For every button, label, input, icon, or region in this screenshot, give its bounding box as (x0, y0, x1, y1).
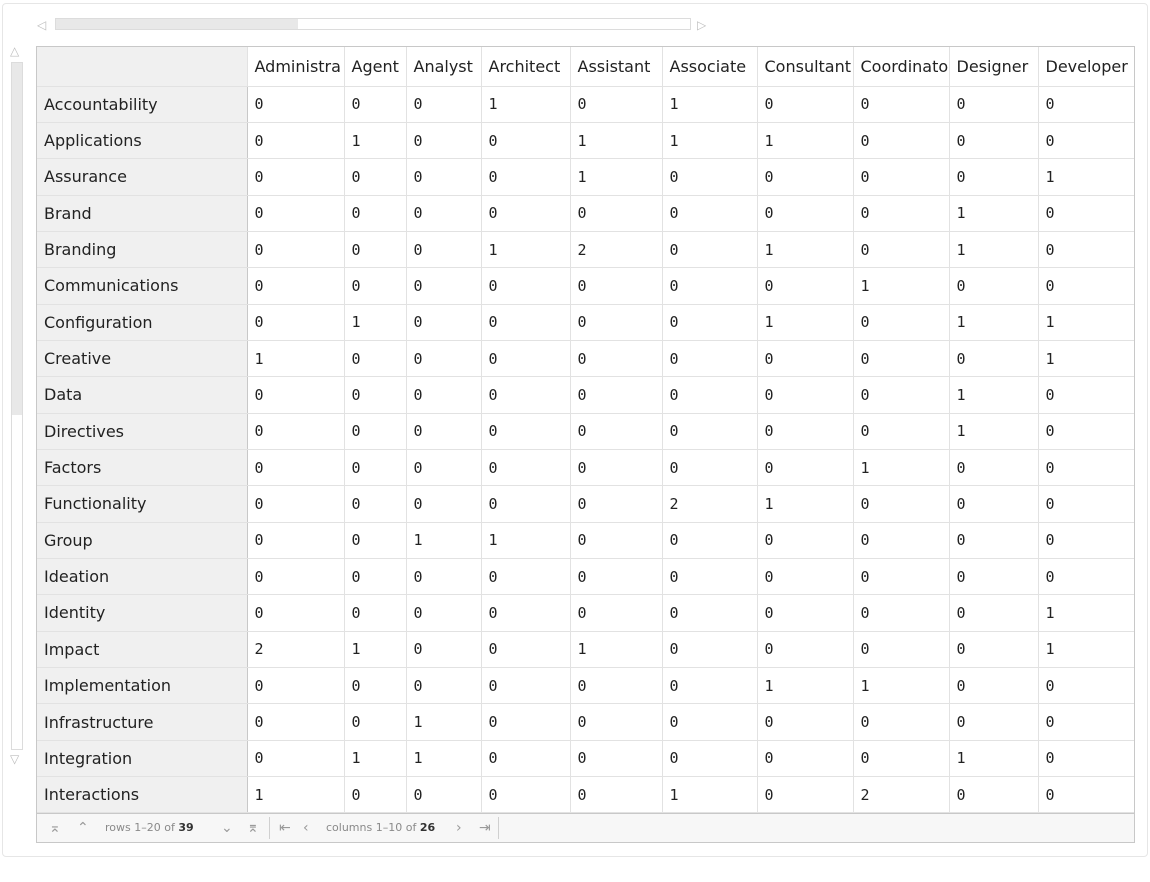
row-header[interactable]: Creative (37, 340, 247, 376)
table-cell[interactable]: 0 (406, 668, 481, 704)
table-cell[interactable]: 1 (757, 668, 853, 704)
table-row (37, 304, 1135, 340)
table-cell[interactable]: 1 (406, 704, 481, 740)
table-cell[interactable]: 0 (247, 195, 344, 231)
table-cell[interactable]: 0 (481, 704, 570, 740)
row-header[interactable]: Applications (37, 122, 247, 158)
table-cell[interactable]: 0 (344, 231, 406, 267)
column-header[interactable]: Assistant (570, 47, 662, 86)
table-row (37, 595, 1135, 631)
table-cell[interactable]: 0 (1038, 777, 1135, 813)
table-cell[interactable]: 0 (406, 377, 481, 413)
table-cell[interactable]: 0 (949, 668, 1038, 704)
table-cell[interactable]: 0 (481, 740, 570, 776)
table-cell[interactable]: 0 (247, 413, 344, 449)
table-cell[interactable]: 0 (406, 340, 481, 376)
row-header[interactable]: Identity (37, 595, 247, 631)
table-cell[interactable]: 0 (853, 486, 949, 522)
table-cell[interactable]: 0 (1038, 86, 1135, 122)
table-cell[interactable]: 1 (570, 631, 662, 667)
divider (269, 817, 270, 839)
table-cell[interactable]: 0 (344, 86, 406, 122)
table-cell[interactable]: 1 (757, 231, 853, 267)
column-header[interactable]: Agent (344, 47, 406, 86)
table-cell[interactable]: 0 (247, 304, 344, 340)
table-cell[interactable]: 0 (406, 595, 481, 631)
row-header[interactable]: Branding (37, 231, 247, 267)
table-cell[interactable]: 0 (853, 159, 949, 195)
table-cell[interactable]: 0 (344, 159, 406, 195)
horizontal-scrollbar[interactable] (37, 15, 712, 35)
table-cell[interactable]: 0 (481, 268, 570, 304)
table-cell[interactable]: 1 (1038, 159, 1135, 195)
table-cell[interactable]: 0 (570, 304, 662, 340)
row-header[interactable]: Data (37, 377, 247, 413)
column-header[interactable]: Designer (949, 47, 1038, 86)
table-cell[interactable]: 0 (406, 86, 481, 122)
table-cell[interactable]: 0 (344, 522, 406, 558)
table-cell[interactable]: 0 (853, 704, 949, 740)
table-cell[interactable]: 2 (853, 777, 949, 813)
table-cell[interactable]: 0 (949, 631, 1038, 667)
table-cell[interactable]: 0 (570, 522, 662, 558)
table-cell[interactable]: 0 (481, 777, 570, 813)
table-cell[interactable]: 0 (1038, 231, 1135, 267)
table-cell[interactable]: 2 (570, 231, 662, 267)
table-cell[interactable]: 1 (853, 268, 949, 304)
table-row (37, 377, 1135, 413)
table-row (37, 522, 1135, 558)
table-cell[interactable]: 1 (1038, 595, 1135, 631)
table-cell[interactable]: 0 (406, 777, 481, 813)
table-row (37, 159, 1135, 195)
table-cell[interactable]: 0 (757, 340, 853, 376)
table-cell[interactable]: 0 (247, 449, 344, 485)
table-cell[interactable]: 0 (853, 740, 949, 776)
table-cell[interactable]: 0 (757, 631, 853, 667)
table-row (37, 740, 1135, 776)
table-cell[interactable]: 0 (853, 377, 949, 413)
next-cols-icon[interactable]: › (456, 820, 462, 836)
table-cell[interactable]: 0 (406, 413, 481, 449)
table-cell[interactable]: 0 (662, 195, 757, 231)
column-header[interactable]: Developer (1038, 47, 1135, 86)
table-cell[interactable]: 0 (662, 595, 757, 631)
table-cell[interactable]: 1 (757, 304, 853, 340)
row-header[interactable]: Factors (37, 449, 247, 485)
table-row (37, 486, 1135, 522)
column-header[interactable]: Administra (247, 47, 344, 86)
column-header[interactable]: Coordinato (853, 47, 949, 86)
table-cell[interactable]: 0 (570, 668, 662, 704)
table-cell[interactable]: 0 (1038, 122, 1135, 158)
row-header[interactable]: Implementation (37, 668, 247, 704)
header-row (37, 47, 1135, 86)
table-cell[interactable]: 1 (1038, 340, 1135, 376)
table-cell[interactable]: 0 (949, 122, 1038, 158)
table-cell[interactable]: 0 (344, 268, 406, 304)
table-cell[interactable]: 0 (406, 122, 481, 158)
crosstab-table (37, 47, 1135, 813)
table-cell[interactable]: 0 (247, 268, 344, 304)
table-cell[interactable]: 0 (1038, 449, 1135, 485)
table-cell[interactable]: 0 (853, 231, 949, 267)
table-cell[interactable]: 0 (570, 704, 662, 740)
table-cell[interactable]: 1 (853, 449, 949, 485)
table-cell[interactable]: 0 (757, 159, 853, 195)
table-cell[interactable]: 0 (570, 86, 662, 122)
table-cell[interactable]: 0 (1038, 377, 1135, 413)
table-cell[interactable]: 0 (949, 86, 1038, 122)
table-cell[interactable]: 0 (853, 558, 949, 594)
table-cell[interactable]: 1 (662, 86, 757, 122)
table-cell[interactable]: 0 (757, 377, 853, 413)
table-cell[interactable]: 0 (247, 522, 344, 558)
table-cell[interactable]: 0 (344, 340, 406, 376)
table-cell[interactable]: 1 (1038, 631, 1135, 667)
row-header[interactable]: Infrastructure (37, 704, 247, 740)
table-cell[interactable]: 0 (406, 631, 481, 667)
table-cell[interactable]: 1 (949, 740, 1038, 776)
column-header[interactable]: Consultant (757, 47, 853, 86)
prev-rows-icon[interactable]: ⌃ (77, 820, 89, 836)
row-header[interactable]: Configuration (37, 304, 247, 340)
table-cell[interactable]: 0 (406, 268, 481, 304)
table-cell[interactable]: 0 (949, 159, 1038, 195)
table-cell[interactable]: 1 (949, 413, 1038, 449)
table-cell[interactable]: 0 (247, 668, 344, 704)
rows-status-text: rows 1–20 of (105, 821, 175, 834)
last-rows-icon[interactable]: ⌆ (247, 820, 259, 836)
table-cell[interactable]: 0 (949, 449, 1038, 485)
table-cell[interactable]: 0 (481, 486, 570, 522)
table-cell[interactable]: 0 (757, 86, 853, 122)
table-cell[interactable]: 0 (853, 522, 949, 558)
table-cell[interactable]: 2 (247, 631, 344, 667)
table-body (37, 86, 1135, 813)
table-cell[interactable]: 0 (344, 486, 406, 522)
row-header[interactable]: Communications (37, 268, 247, 304)
table-row (37, 340, 1135, 376)
table-cell[interactable]: 0 (344, 413, 406, 449)
row-header[interactable]: Functionality (37, 486, 247, 522)
table-cell[interactable]: 0 (570, 413, 662, 449)
table-cell[interactable]: 0 (949, 486, 1038, 522)
vertical-scroll-track[interactable] (11, 62, 23, 750)
table-cell[interactable]: 0 (481, 304, 570, 340)
row-header[interactable]: Integration (37, 740, 247, 776)
table-row (37, 777, 1135, 813)
table-cell[interactable]: 0 (481, 413, 570, 449)
table-cell[interactable]: 0 (247, 595, 344, 631)
table-row (37, 268, 1135, 304)
table-row (37, 122, 1135, 158)
table-cell[interactable]: 0 (853, 631, 949, 667)
table-cell[interactable]: 1 (570, 122, 662, 158)
table-cell[interactable]: 0 (949, 704, 1038, 740)
table-cell[interactable]: 0 (1038, 268, 1135, 304)
table-cell[interactable]: 0 (344, 449, 406, 485)
table-cell[interactable]: 0 (344, 704, 406, 740)
table-cell[interactable]: 0 (853, 340, 949, 376)
table-cell[interactable]: 0 (662, 268, 757, 304)
table-cell[interactable]: 0 (757, 268, 853, 304)
table-row (37, 558, 1135, 594)
table-cell[interactable]: 0 (949, 777, 1038, 813)
column-header[interactable]: Analyst (406, 47, 481, 86)
table-cell[interactable]: 0 (662, 449, 757, 485)
table-cell[interactable]: 0 (662, 740, 757, 776)
table-cell[interactable]: 0 (853, 195, 949, 231)
table-cell[interactable]: 0 (406, 195, 481, 231)
table-cell[interactable]: 0 (481, 122, 570, 158)
table-cell[interactable]: 0 (481, 558, 570, 594)
table-cell[interactable]: 0 (344, 195, 406, 231)
table-cell[interactable]: 0 (757, 595, 853, 631)
table-cell[interactable]: 1 (570, 159, 662, 195)
table-cell[interactable]: 0 (481, 340, 570, 376)
table-cell[interactable]: 0 (344, 377, 406, 413)
table-cell[interactable]: 0 (1038, 704, 1135, 740)
table-row (37, 704, 1135, 740)
table-cell[interactable]: 0 (662, 522, 757, 558)
table-cell[interactable]: 0 (570, 740, 662, 776)
table-cell[interactable]: 0 (757, 195, 853, 231)
column-header[interactable]: Associate (662, 47, 757, 86)
table-cell[interactable]: 0 (570, 340, 662, 376)
table-cell[interactable]: 1 (247, 777, 344, 813)
table-cell[interactable]: 0 (570, 268, 662, 304)
table-cell[interactable]: 0 (662, 668, 757, 704)
table-cell[interactable]: 1 (662, 122, 757, 158)
rows-total: 39 (178, 821, 194, 834)
table-cell[interactable]: 0 (570, 195, 662, 231)
row-header[interactable]: Interactions (37, 777, 247, 813)
table-cell[interactable]: 0 (757, 413, 853, 449)
table-cell[interactable]: 0 (406, 304, 481, 340)
table-cell[interactable]: 1 (662, 777, 757, 813)
table-row (37, 413, 1135, 449)
table-cell[interactable]: 0 (662, 704, 757, 740)
table-cell[interactable]: 0 (1038, 195, 1135, 231)
table-row (37, 631, 1135, 667)
next-rows-icon[interactable]: ⌄ (221, 820, 233, 836)
table-cell[interactable]: 0 (662, 231, 757, 267)
rows-status (105, 820, 194, 836)
table-row (37, 231, 1135, 267)
vertical-scrollbar[interactable] (8, 44, 24, 774)
table-cell[interactable]: 0 (247, 86, 344, 122)
scroll-up-icon[interactable]: △ (10, 44, 20, 58)
table-cell[interactable]: 1 (344, 304, 406, 340)
prev-cols-icon[interactable]: ‹ (303, 820, 309, 836)
table-cell[interactable]: 1 (949, 231, 1038, 267)
table-cell[interactable]: 1 (853, 668, 949, 704)
table-cell[interactable]: 0 (757, 777, 853, 813)
horizontal-scroll-track[interactable] (55, 18, 691, 30)
row-header[interactable]: Brand (37, 195, 247, 231)
table-cell[interactable]: 0 (247, 122, 344, 158)
table-cell[interactable]: 1 (247, 340, 344, 376)
table-cell[interactable]: 0 (247, 377, 344, 413)
row-header[interactable]: Group (37, 522, 247, 558)
table-cell[interactable]: 0 (247, 231, 344, 267)
table-cell[interactable]: 1 (406, 522, 481, 558)
table-cell[interactable]: 1 (757, 486, 853, 522)
table-cell[interactable]: 0 (853, 413, 949, 449)
table-cell[interactable]: 0 (949, 595, 1038, 631)
table-cell[interactable]: 0 (247, 704, 344, 740)
table-cell[interactable]: 0 (570, 486, 662, 522)
table-cell[interactable]: 0 (247, 159, 344, 195)
table-cell[interactable]: 0 (570, 377, 662, 413)
table-cell[interactable]: 0 (344, 668, 406, 704)
table-cell[interactable]: 0 (406, 449, 481, 485)
table-cell[interactable]: 1 (949, 377, 1038, 413)
row-header[interactable]: Impact (37, 631, 247, 667)
table-cell[interactable]: 0 (481, 195, 570, 231)
table-cell[interactable]: 1 (757, 122, 853, 158)
table-cell[interactable]: 1 (481, 86, 570, 122)
divider (498, 817, 499, 839)
table-cell[interactable]: 0 (1038, 558, 1135, 594)
table-cell[interactable]: 0 (406, 486, 481, 522)
vertical-scroll-thumb[interactable] (12, 63, 22, 415)
table-cell[interactable]: 0 (1038, 740, 1135, 776)
table-cell[interactable]: 0 (949, 340, 1038, 376)
columns-total: 26 (419, 821, 436, 834)
table-cell[interactable]: 0 (662, 631, 757, 667)
table-row (37, 195, 1135, 231)
table-cell[interactable]: 0 (344, 558, 406, 594)
table-cell[interactable]: 0 (481, 631, 570, 667)
table-cell[interactable]: 0 (662, 159, 757, 195)
table-cell[interactable]: 0 (406, 159, 481, 195)
table-cell[interactable]: 0 (247, 740, 344, 776)
table-row (37, 668, 1135, 704)
table-cell[interactable]: 0 (1038, 486, 1135, 522)
table-cell[interactable]: 0 (949, 522, 1038, 558)
table-cell[interactable]: 0 (344, 777, 406, 813)
table-cell[interactable]: 0 (344, 595, 406, 631)
column-header[interactable]: Architect (481, 47, 570, 86)
table-cell[interactable]: 0 (757, 558, 853, 594)
columns-status-text: columns 1–10 of (326, 821, 417, 834)
table-cell[interactable]: 1 (406, 740, 481, 776)
table-cell[interactable]: 0 (247, 558, 344, 594)
table-cell[interactable]: 1 (481, 231, 570, 267)
scroll-down-icon[interactable]: ▽ (10, 752, 20, 766)
last-cols-icon[interactable]: ⇥ (479, 820, 491, 836)
table-cell[interactable]: 0 (1038, 413, 1135, 449)
table-cell[interactable]: 0 (1038, 522, 1135, 558)
table-cell[interactable]: 0 (481, 159, 570, 195)
table-row (37, 86, 1135, 122)
table-cell[interactable]: 2 (662, 486, 757, 522)
table-cell[interactable]: 0 (853, 86, 949, 122)
row-header[interactable]: Accountability (37, 86, 247, 122)
table-cell[interactable]: 0 (481, 595, 570, 631)
first-rows-icon[interactable]: ⌅ (49, 820, 61, 836)
columns-status (326, 820, 435, 836)
table-row (37, 449, 1135, 485)
row-header[interactable]: Ideation (37, 558, 247, 594)
row-header[interactable]: Directives (37, 413, 247, 449)
table-cell[interactable]: 0 (406, 231, 481, 267)
row-header[interactable]: Assurance (37, 159, 247, 195)
table-cell[interactable]: 0 (757, 449, 853, 485)
table-cell[interactable]: 0 (662, 413, 757, 449)
scroll-right-icon[interactable]: ▷ (697, 18, 707, 32)
table-cell[interactable]: 0 (570, 449, 662, 485)
table-cell[interactable]: 0 (853, 595, 949, 631)
table-cell[interactable]: 0 (949, 558, 1038, 594)
table-cell[interactable]: 0 (406, 558, 481, 594)
table-cell[interactable]: 0 (853, 304, 949, 340)
scroll-left-icon[interactable]: ◁ (37, 18, 47, 32)
data-grid (36, 46, 1135, 814)
table-cell[interactable]: 1 (344, 631, 406, 667)
table-cell[interactable]: 1 (344, 122, 406, 158)
table-cell[interactable]: 0 (662, 558, 757, 594)
table-cell[interactable]: 0 (481, 668, 570, 704)
table-cell[interactable]: 1 (481, 522, 570, 558)
horizontal-scroll-thumb[interactable] (56, 19, 298, 29)
table-cell[interactable]: 1 (949, 195, 1038, 231)
table-cell[interactable]: 0 (481, 377, 570, 413)
table-cell[interactable]: 0 (247, 486, 344, 522)
table-cell[interactable]: 0 (757, 704, 853, 740)
table-cell[interactable]: 0 (757, 522, 853, 558)
corner-cell (37, 47, 247, 86)
table-cell[interactable]: 0 (662, 304, 757, 340)
table-cell[interactable]: 0 (853, 122, 949, 158)
table-cell[interactable]: 0 (949, 268, 1038, 304)
table-cell[interactable]: 0 (570, 558, 662, 594)
table-cell[interactable]: 0 (662, 377, 757, 413)
first-cols-icon[interactable]: ⇤ (279, 820, 291, 836)
table-cell[interactable]: 0 (662, 340, 757, 376)
table-cell[interactable]: 0 (1038, 668, 1135, 704)
table-cell[interactable]: 0 (757, 740, 853, 776)
pagination-bar (36, 814, 1135, 843)
table-cell[interactable]: 1 (1038, 304, 1135, 340)
table-cell[interactable]: 1 (949, 304, 1038, 340)
table-cell[interactable]: 1 (344, 740, 406, 776)
table-cell[interactable]: 0 (481, 449, 570, 485)
table-cell[interactable]: 0 (570, 777, 662, 813)
table-cell[interactable]: 0 (570, 595, 662, 631)
